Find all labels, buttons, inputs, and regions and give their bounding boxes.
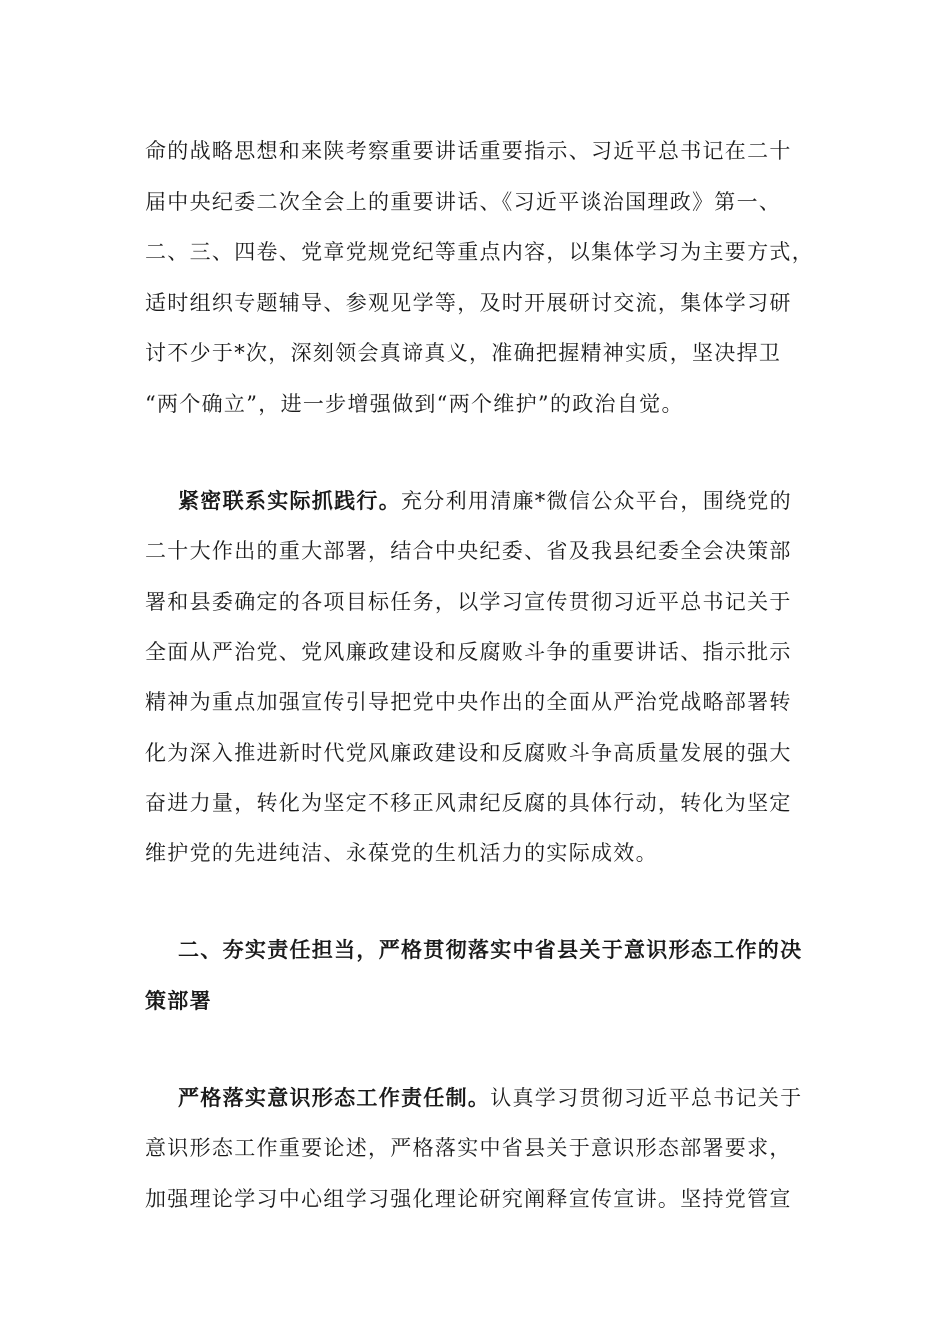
paragraph-3-line-2: 意识形态工作重要论述，严格落实中省县关于意识形态部署要求， — [145, 1136, 792, 1160]
paragraph-1-line-4: 适时组织专题辅导、参观见学等，及时开展研讨交流，集体学习研 — [145, 291, 792, 315]
paragraph-3-line-3: 加强理论学习中心组学习强化理论研究阐释宣传宣讲。坚持党管宣 — [145, 1187, 792, 1211]
paragraph-3-heading: 严格落实意识形态工作责任制。 — [178, 1085, 491, 1110]
paragraph-2-line-1 — [178, 484, 858, 518]
paragraph-3-line-1 — [178, 1081, 858, 1115]
section-heading-line-1: 二、夯实责任担当，严格贯彻落实中省县关于意识形态工作的决 — [178, 937, 803, 962]
paragraph-2-line-3: 署和县委确定的各项目标任务，以学习宣传贯彻习近平总书记关于 — [145, 590, 792, 614]
section-heading-line-2: 策部署 — [145, 988, 212, 1013]
paragraph-1-line-6: “两个确立”，进一步增强做到“两个维护”的政治自觉。 — [145, 392, 684, 416]
paragraph-2-line-6: 化为深入推进新时代党风廉政建设和反腐败斗争高质量发展的强大 — [145, 741, 792, 765]
paragraph-2-line-2: 二十大作出的重大部署，结合中央纪委、省及我县纪委全会决策部 — [145, 539, 792, 563]
paragraph-2-heading: 紧密联系实际抓践行。 — [178, 488, 401, 513]
paragraph-2-line-5: 精神为重点加强宣传引导把党中央作出的全面从严治党战略部署转 — [145, 690, 792, 714]
paragraph-2-line-8: 维护党的先进纯洁、永葆党的生机活力的实际成效。 — [145, 841, 658, 865]
paragraph-1-line-2: 届中央纪委二次全会上的重要讲话、《习近平谈治国理政》第一、 — [145, 190, 782, 214]
paragraph-3-first-line-text: 认真学习贯彻习近平总书记关于 — [490, 1086, 803, 1110]
paragraph-1-line-1: 命的战略思想和来陕考察重要讲话重要指示、习近平总书记在二十 — [145, 139, 792, 163]
paragraph-1-line-3: 二、三、四卷、党章党规党纪等重点内容，以集体学习为主要方式， — [145, 240, 814, 264]
paragraph-2-line-7: 奋进力量，转化为坚定不移正风肃纪反腐的具体行动，转化为坚定 — [145, 791, 792, 815]
paragraph-1-line-5: 讨不少于*次，深刻领会真谛真义，准确把握精神实质，坚决捍卫 — [145, 341, 782, 365]
paragraph-2-line-4: 全面从严治党、党风廉政建设和反腐败斗争的重要讲话、指示批示 — [145, 640, 792, 664]
paragraph-2-first-line-text: 充分利用清廉*微信公众平台，围绕党的 — [401, 489, 792, 513]
